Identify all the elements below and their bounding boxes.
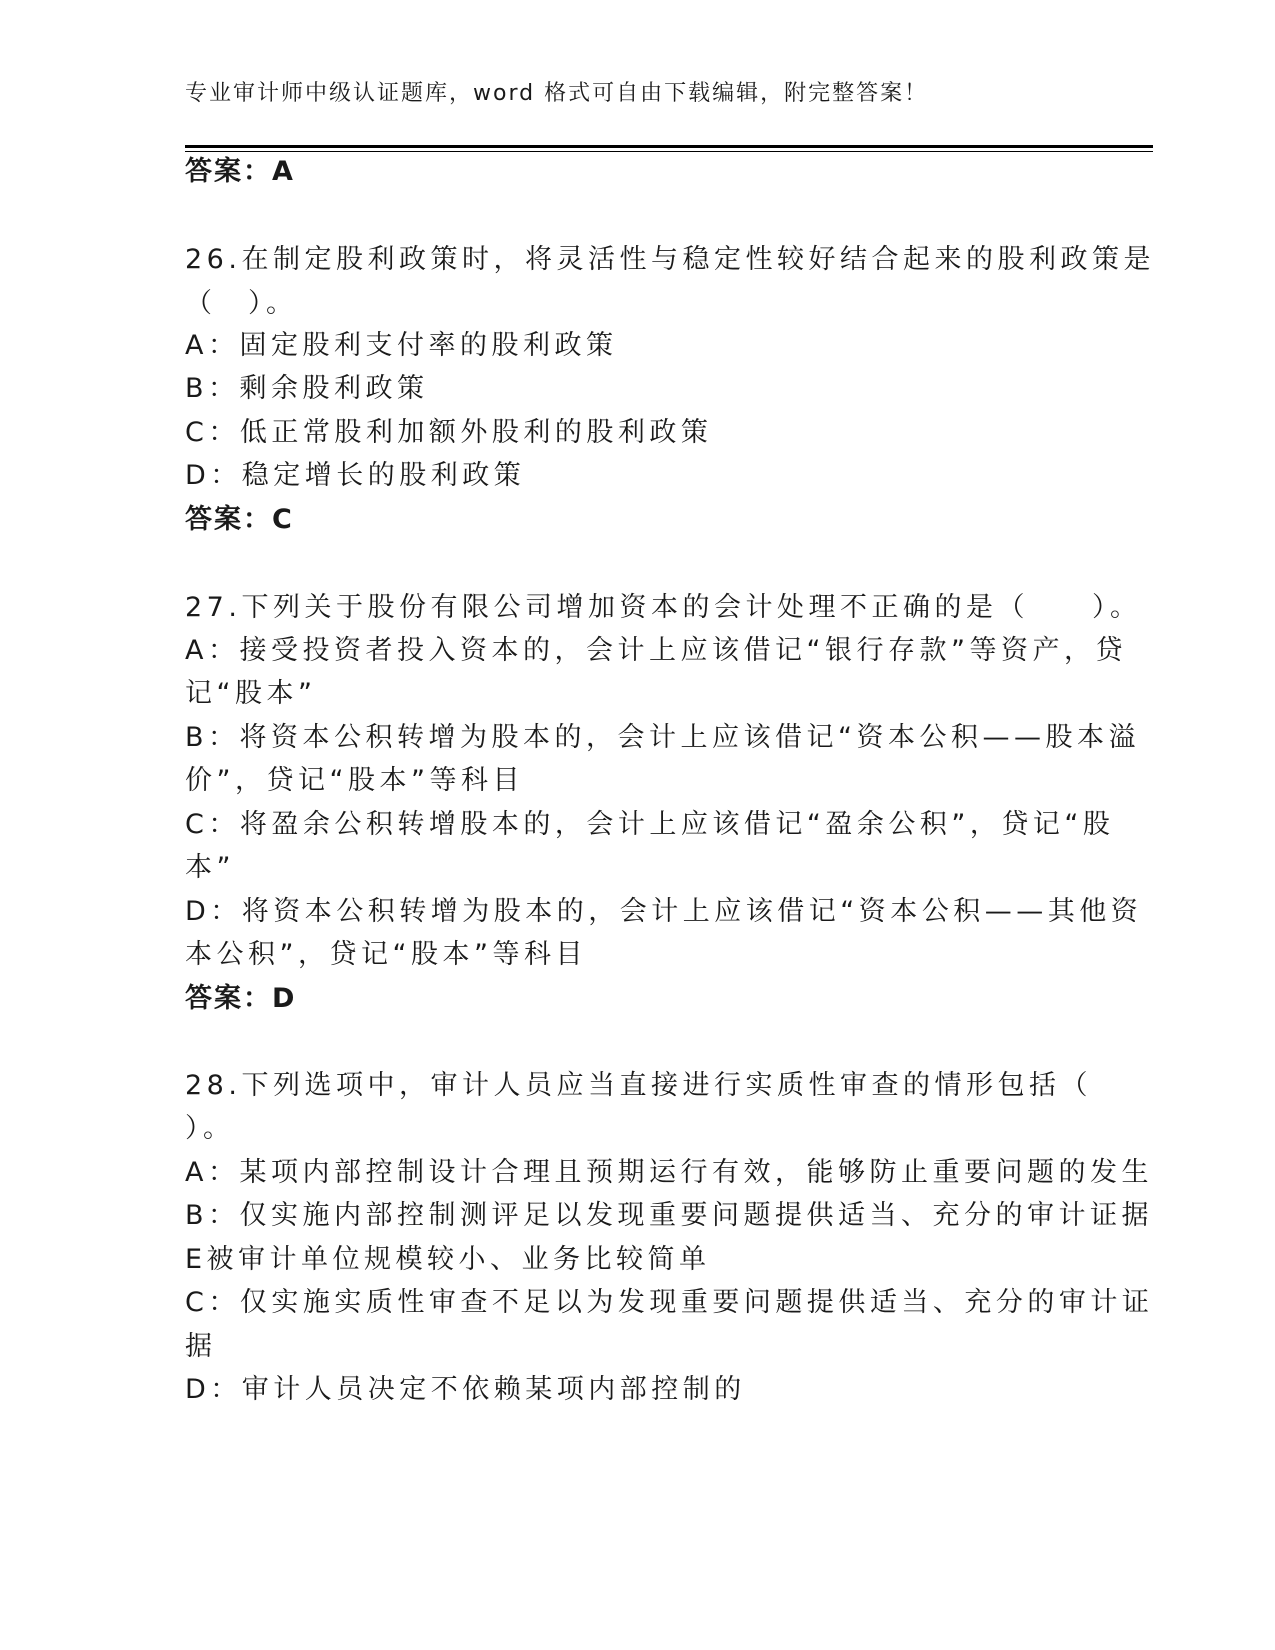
question-26-stem: 26.在制定股利政策时，将灵活性与稳定性较好结合起来的股利政策是	[185, 244, 1155, 275]
question-28-option-c: C：仅实施实质性审查不足以为发现重要问题提供适当、充分的审计证	[185, 1287, 1154, 1318]
question-27-option-c-cont: 本”	[185, 852, 235, 883]
question-28-stem: 28.下列选项中，审计人员应当直接进行实质性审查的情形包括（	[185, 1070, 1092, 1101]
question-27-option-b: B：将资本公积转增为股本的，会计上应该借记“资本公积——股本溢	[185, 722, 1141, 753]
question-28-option-e: E被审计单位规模较小、业务比较简单	[185, 1244, 711, 1275]
question-27-option-a: A：接受投资者投入资本的，会计上应该借记“银行存款”等资产，贷	[185, 635, 1127, 666]
question-28-option-a: A：某项内部控制设计合理且预期运行有效，能够防止重要问题的发生	[185, 1157, 1153, 1188]
question-26-stem-cont: （ ）。	[185, 288, 298, 319]
question-28-stem-cont: ）。	[185, 1113, 235, 1144]
question-27-option-a-cont: 记“股本”	[185, 678, 317, 709]
question-26-option-b: B：剩余股利政策	[185, 373, 429, 404]
question-27-option-d-cont: 本公积”，贷记“股本”等科目	[185, 939, 587, 970]
question-27-answer: 答案：D	[185, 983, 297, 1014]
header-rule-thick	[185, 145, 1153, 148]
question-27-option-d: D：将资本公积转增为股本的，会计上应该借记“资本公积——其他资	[185, 896, 1143, 927]
question-28-option-c-cont: 据	[185, 1331, 217, 1362]
question-26-answer: 答案：C	[185, 504, 294, 535]
previous-answer: 答案：A	[185, 156, 295, 187]
question-28-option-d: D：审计人员决定不依赖某项内部控制的	[185, 1374, 746, 1405]
page-header-text: 专业审计师中级认证题库，word 格式可自由下载编辑，附完整答案！	[185, 81, 929, 106]
question-27-stem: 27.下列关于股份有限公司增加资本的会计处理不正确的是（ ）。	[185, 592, 1142, 623]
question-26-option-a: A：固定股利支付率的股利政策	[185, 330, 618, 361]
question-26-option-d: D：稳定增长的股利政策	[185, 460, 526, 491]
question-28-option-b: B：仅实施内部控制测评足以发现重要问题提供适当、充分的审计证据	[185, 1200, 1154, 1231]
question-26-option-c: C：低正常股利加额外股利的股利政策	[185, 417, 713, 448]
question-27-option-c: C：将盈余公积转增股本的，会计上应该借记“盈余公积”，贷记“股	[185, 809, 1115, 840]
header-rule-thin	[185, 151, 1153, 152]
question-27-option-b-cont: 价”，贷记“股本”等科目	[185, 765, 524, 796]
